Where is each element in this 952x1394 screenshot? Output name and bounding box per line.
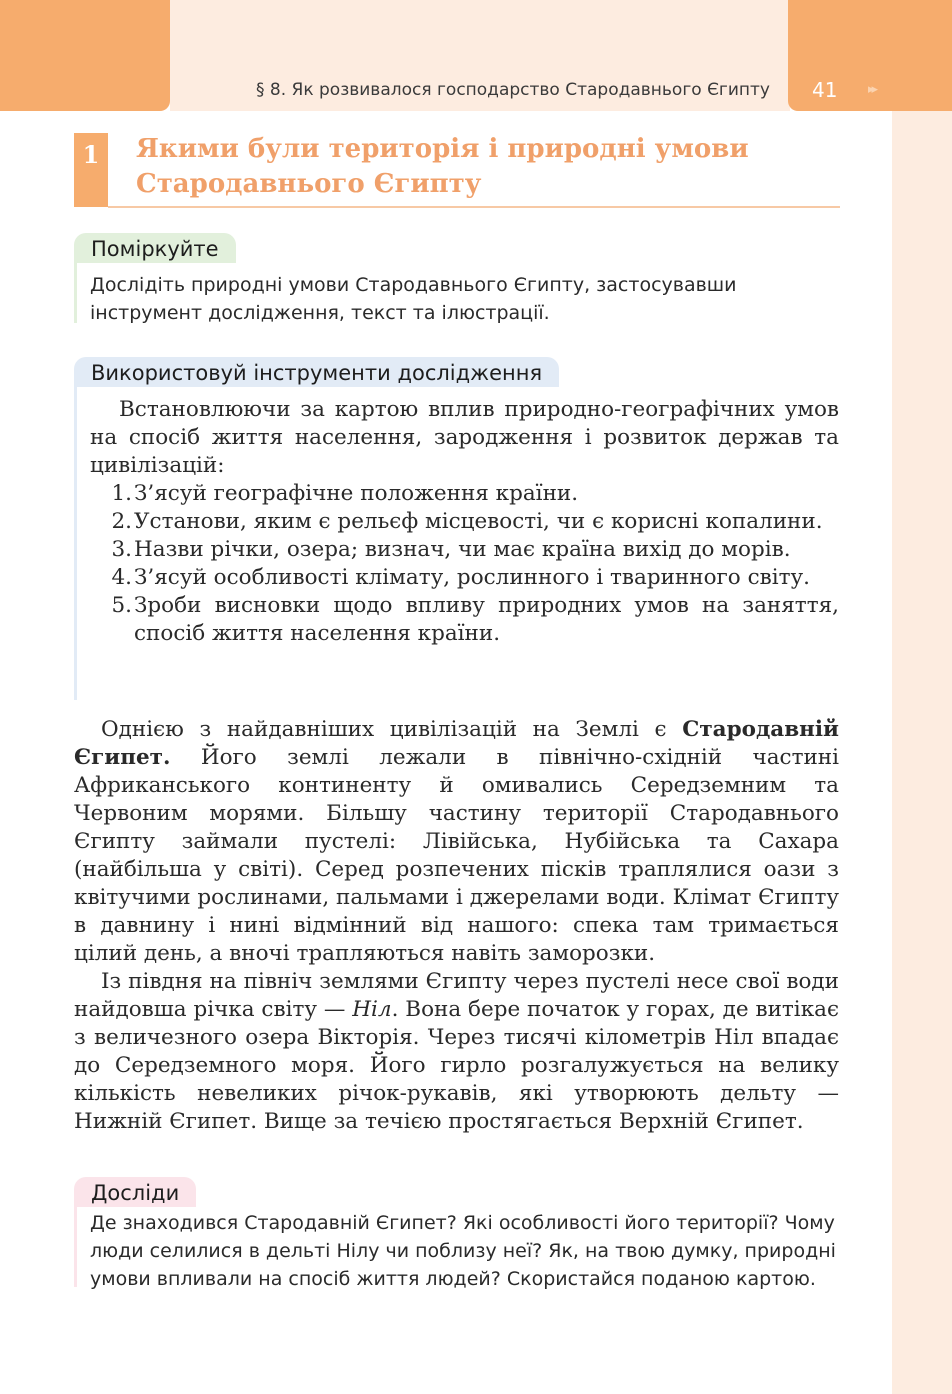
step-text: Зроби висновки щодо впливу природних умов на заняття, спосіб життя населення країни.: [134, 593, 839, 646]
paragraph-nile: [74, 968, 839, 1136]
text-span: . Вона бере початок у горах, де витікає з величезного озера Вікторія. Через тисячі кілометрів Ніл впадає до Середземного моря. Його гирло розгалужується на велику кількість невеликих річок-рукавів, які утворюють дельту — Нижній Єгипет. Вище за течією простягається Верхній Єгипет.: [74, 997, 839, 1134]
text-span: Його землі лежали в північно-східній частині Африканського континенту й омивались Середземним та Червоним морями. Більшу частину території Стародавнього Єгипту займали пустелі: Лівійська, Нубійська та Сахара (найбільша у світі). Серед розпечених пісків траплялися оази з квітучими рослинами, пальмами і джерелами води. Клімат Єгипту в давнину і нині відмінний від нашого: спека там тримається цілий день, а вночі трапляються навіть заморозки.: [74, 745, 839, 966]
text-span: Однією з найдавніших цивілізацій на Землі є: [101, 717, 683, 742]
term-ancient-egypt: Стародавній Єгипет.: [74, 717, 839, 770]
main-text: [74, 716, 839, 1136]
step-number: 5.: [111, 593, 132, 618]
section-divider: [108, 206, 840, 208]
page-number: 41: [812, 78, 838, 102]
research-intro: Встановлюючи за картою вплив природно-географічних умов на спосіб життя населення, зародження і розвиток держав та цивілізацій:: [90, 397, 839, 478]
research-step: [90, 564, 839, 592]
research-step: [90, 592, 839, 648]
step-text: Назви річки, озера; визнач, чи має країна вихід до морів.: [134, 537, 791, 562]
research-steps: [90, 480, 839, 648]
page-margin-strip: [892, 111, 952, 1394]
term-nile: Ніл: [352, 997, 392, 1022]
paragraph-egypt-intro: [74, 716, 839, 968]
step-text: Установи, яким є рельєф місцевості, чи є корисні копалини.: [134, 509, 823, 534]
step-number: 1.: [111, 481, 132, 506]
explore-box-text: Де знаходився Стародавній Єгипет? Які особливості його території? Чому люди селилися в дельті Нілу чи поблизу неї? Як, на твою думку, природні умови впливали на спосіб життя людей? Скористайся поданою картою.: [90, 1212, 836, 1290]
research-step: [90, 508, 839, 536]
research-tools-bar: [74, 387, 77, 700]
next-page-icon[interactable]: ▸▸: [868, 82, 876, 97]
text-span: Із півдня на північ землями Єгипту через пустелі несе свої води найдовша річка світу —: [74, 969, 839, 1022]
think-box-bar: [74, 263, 77, 323]
research-step: [90, 536, 839, 564]
research-tools-label: Використовуй інструменти дослідження: [74, 357, 559, 387]
step-number: 4.: [111, 565, 132, 590]
step-text: З’ясуй географічне положення країни.: [134, 481, 579, 506]
think-box-label: Поміркуйте: [74, 233, 236, 263]
step-number: 2.: [111, 509, 132, 534]
section-number: 1: [74, 133, 108, 207]
think-box-text: Дослідіть природні умови Стародавнього Єгипту, застосувавши інструмент дослідження, текст та ілюстрації.: [90, 274, 737, 324]
research-step: [90, 480, 839, 508]
explore-box-bar: [74, 1207, 77, 1287]
running-header: § 8. Як розвивалося господарство Стародавнього Єгипту: [256, 80, 770, 100]
step-number: 3.: [111, 537, 132, 562]
explore-box-label: Досліди: [74, 1177, 196, 1207]
header-left-tab: [0, 0, 170, 111]
section-title: Якими були територія і природні умови Стародавнього Єгипту: [136, 134, 749, 199]
step-text: З’ясуй особливості клімату, рослинного і тваринного світу.: [134, 565, 810, 590]
